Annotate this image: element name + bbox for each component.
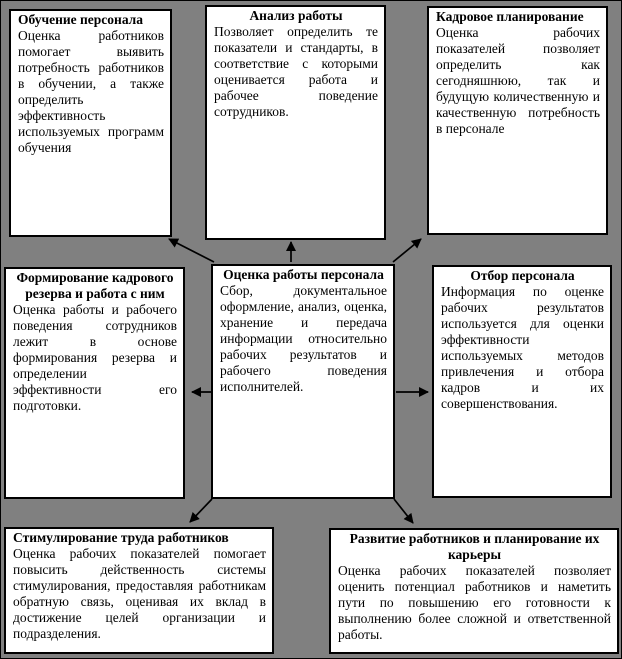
box-appraisal-title: Оценка работы персонала [223,267,384,282]
box-stimulation [4,527,274,654]
box-development-title: Развитие работников и планирование их карьеры [349,531,600,562]
arrow-to-stimulation [190,499,212,522]
box-hr-planning-title: Кадровое планирование [436,9,584,24]
box-selection-body: Информация по оценке рабочих результатов используется для оценки эффективности используемых методов привлечения и отбора кадров и их совершенствования. [441,284,604,411]
box-training-body: Оценка работников помогает выявить потребность работников в обучении, а также определить эффективность используемых программ обучения [18,28,164,155]
box-reserve-title: Формирование кадрового резерва и работа с ним [16,270,174,301]
box-selection-title: Отбор персонала [470,268,575,283]
box-job-analysis [205,5,386,240]
box-job-analysis-body: Позволяет определить те показатели и стандарты, в соответствие с которыми оценивается работа и рабочее поведение сотрудников. [214,24,378,119]
box-training-title: Обучение персонала [18,12,144,27]
arrow-to-training [169,239,214,262]
box-reserve-body: Оценка работы и рабочего поведения сотрудников лежит в основе формирования резерва и определении эффективности его подготовки. [13,302,177,413]
box-stimulation-body: Оценка рабочих показателей помогает повысить действенность системы стимулирования, предоставляя работникам обратную связь, оценивая их вклад в достижение целей организации и подразделения. [13,546,266,641]
box-hr-planning [427,6,608,235]
box-hr-planning-body: Оценка рабочих показателей позволяет определить как сегодняшнюю, так и будущую количественную и качественную потребность в персонале [436,25,600,136]
arrow-to-hr-planning [393,239,421,262]
box-job-analysis-title: Анализ работы [249,8,343,23]
box-stimulation-title: Стимулирование труда работников [13,530,229,545]
arrow-to-development [394,499,413,523]
box-selection [432,265,612,498]
box-appraisal-center [211,264,395,499]
box-appraisal-body: Сбор, документальное оформление, анализ, оценка, хранение и передача информации относительно рабочих результатов и рабочего поведения исполнителей. [220,283,387,394]
box-development [329,528,619,654]
box-reserve [4,267,185,499]
box-development-body: Оценка рабочих показателей позволяет оценить потенциал работников и наметить пути по повышению его готовности к выполнению более сложной и ответственной работы. [338,563,611,642]
box-training [9,9,172,237]
